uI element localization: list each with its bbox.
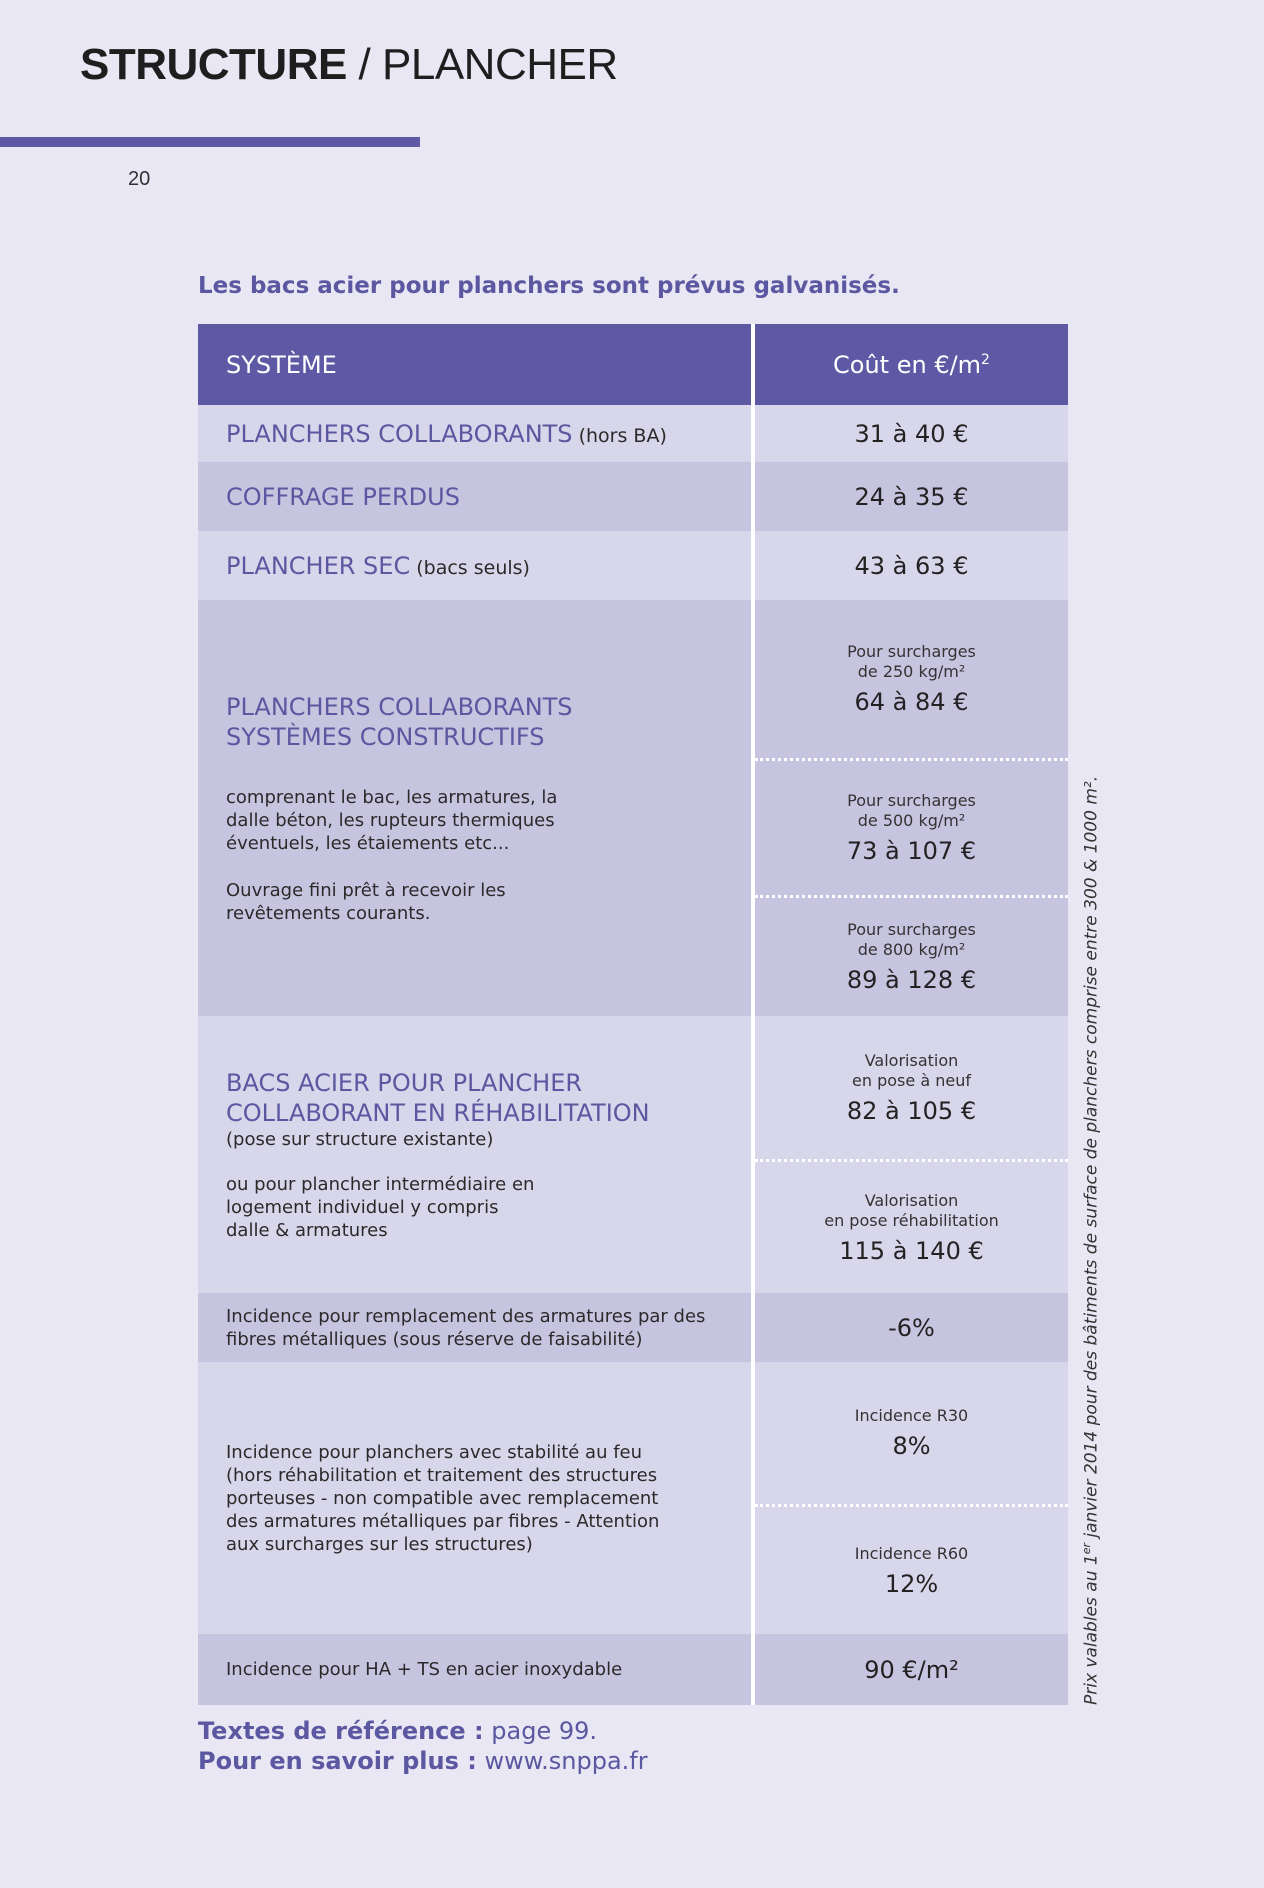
system-description: Incidence pour planchers avec stabilité au feu (hors réhabilitation et traitement des structures porteuses - non compatible avec remplacement des armatures métalliques par fibres - Attention aux surcharges sur les structures) [226,1441,660,1555]
page-title: STRUCTURE / PLANCHER [80,40,618,89]
price-value: 8% [892,1432,931,1460]
table-row [198,462,1068,531]
system-description: Ouvrage fini prêt à recevoir les revêtements courants. [226,879,506,924]
table-row [198,405,1068,462]
price-value: 31 à 40 € [854,419,969,448]
footer-references [198,1716,648,1776]
system-name: COFFRAGE PERDUS [226,482,460,511]
header-cost: Coût en $€/m^2$ [755,324,1068,405]
system-description: Incidence pour remplacement des armatures par des fibres métalliques (sous réserve de faisabilité) [226,1305,706,1350]
table-row [198,1362,1068,1634]
price-value: 24 à 35 € [854,482,969,511]
system-name-line1: BACS ACIER POUR PLANCHER [226,1068,583,1097]
price-value: 43 à 63 € [854,551,969,580]
price-subcell: Valorisation en pose réhabilitation 115 à 140 € [755,1159,1068,1293]
table-row [198,600,1068,1016]
system-description: Incidence pour HA + TS en acier inoxydable [226,1659,623,1680]
system-name-line2: SYSTÈMES CONSTRUCTIFS [226,722,545,751]
price-table [198,324,1068,1705]
table-row [198,1634,1068,1705]
system-note: (hors BA) [572,424,667,447]
price-subcell: Incidence R60 12% [755,1504,1068,1634]
price-value: 90 €/m² [864,1655,959,1684]
price-value: 115 à 140 € [839,1236,984,1265]
system-note: (pose sur structure existante) [226,1128,494,1150]
system-name-line2: COLLABORANT EN RÉHABILITATION [226,1098,650,1127]
table-row [198,1016,1068,1293]
price-value: 12% [884,1569,939,1598]
system-name-line1: PLANCHERS COLLABORANTS [226,692,573,721]
price-value: -6% [888,1313,935,1342]
website-link[interactable]: www.snppa.fr [476,1747,648,1775]
intro-text: Les bacs acier pour planchers sont prévus galvanisés. [198,273,900,299]
price-value: 89 à 128 € [846,966,977,994]
system-note: (bacs seuls) [410,556,530,579]
reference-line: Textes de référence : page 99. [198,1717,598,1745]
price-validity-note: Prix valables au 1er janvier 2014 pour des bâtiments de surface de planchers comprise entre 300 & 1000 m². [1080,775,1102,1705]
price-value: 73 à 107 € [846,837,977,865]
price-value: 82 à 105 € [846,1096,977,1125]
price-subcell: Pour surcharges de 250 kg/m² 64 à 84 € [847,642,976,716]
system-name: PLANCHERS COLLABORANTS [226,419,573,448]
header-system: SYSTÈME [198,324,755,405]
page-number: 20 [128,168,151,190]
price-subcell: Pour surcharges de 800 kg/m² 89 à 128 € [755,895,1068,1016]
price-subcell: Incidence R30 8% [854,1406,969,1460]
table-header-row [198,324,1068,405]
table-row [198,531,1068,600]
system-description: comprenant le bac, les armatures, la dalle béton, les rupteurs thermiques éventuels, les étaiements etc... [226,786,558,854]
system-name: PLANCHER SEC [226,551,411,580]
price-subcell: Valorisation en pose à neuf 82 à 105 € [846,1050,977,1125]
price-subcell: Pour surcharges de 500 kg/m² 73 à 107 € [755,758,1068,895]
price-value: 64 à 84 € [854,688,969,716]
table-row [198,1293,1068,1362]
more-info-line: Pour en savoir plus : www.snppa.fr [198,1747,648,1775]
title-underline-bar [0,137,420,147]
system-description: ou pour plancher intermédiaire en logement individuel y compris dalle & armatures [226,1173,535,1241]
